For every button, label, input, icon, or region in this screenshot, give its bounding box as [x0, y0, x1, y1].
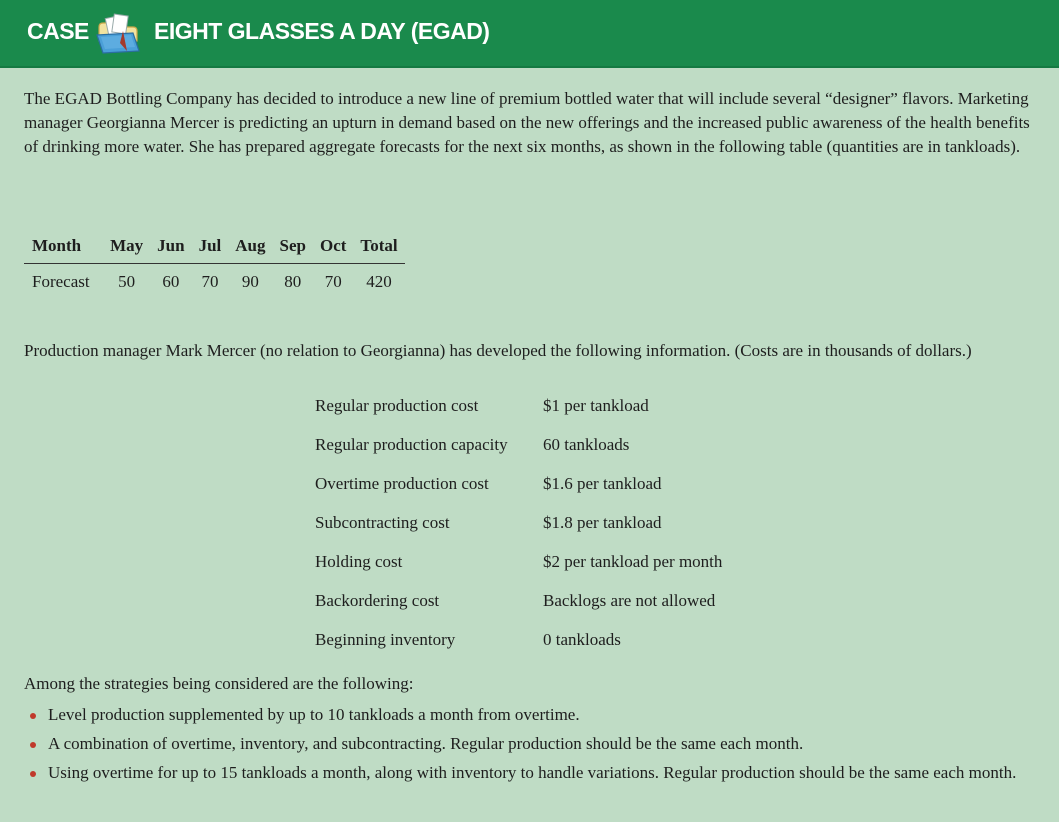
forecast-table: [24, 229, 405, 300]
info-label: Overtime production cost: [315, 474, 489, 493]
info-label: Regular production cost: [315, 396, 479, 415]
strategies-intro-paragraph: Among the strategies being considered are the following:: [24, 674, 414, 693]
list-item: [24, 732, 1034, 756]
bullet-icon: [30, 742, 36, 748]
intro-paragraph: The EGAD Bottling Company has decided to introduce a new line of premium bottled water that will include several “designer” flavors. Marketing manager Georgianna Mercer is predicting an upturn in demand based on the new offerings and the increased public awareness of the health benefits of drinking more water. She has prepared aggregate forecasts for the next six months, as shown in the following table (quantities are in tankloads).: [24, 89, 1030, 156]
table-cell: 80: [284, 272, 302, 291]
column-header: Aug: [228, 229, 272, 264]
column-header: Month: [24, 229, 103, 264]
column-header: Jul: [192, 229, 229, 264]
info-label: Subcontracting cost: [315, 513, 450, 532]
column-header: Jun: [150, 229, 191, 264]
table-row: [24, 264, 405, 301]
table-cell: Forecast: [32, 272, 90, 291]
column-header: Sep: [273, 229, 313, 264]
list-item-text: Using overtime for up to 15 tankloads a month, along with inventory to handle variations. Regular production should be the same each month.: [48, 763, 1017, 782]
table-cell: 70: [324, 272, 342, 291]
column-header: May: [103, 229, 150, 264]
column-header: Total: [353, 229, 404, 264]
table-cell: 50: [118, 272, 136, 291]
info-value: Backlogs are not allowed: [543, 591, 716, 610]
bullet-icon: [30, 713, 36, 719]
table-cell: 90: [241, 272, 259, 291]
strategies-list: [24, 703, 1034, 790]
bullet-icon: [30, 771, 36, 777]
production-intro-paragraph: Production manager Mark Mercer (no relation to Georgianna) has developed the following information. (Costs are in thousands of dollars.): [24, 341, 972, 360]
list-item-text: Level production supplemented by up to 10 tankloads a month from overtime.: [48, 705, 580, 724]
list-item-text: A combination of overtime, inventory, and subcontracting. Regular production should be the same each month.: [48, 734, 804, 753]
info-value: $2 per tankload per month: [543, 552, 723, 571]
table-cell: 70: [201, 272, 219, 291]
table-cell: 60: [162, 272, 180, 291]
info-value: 60 tankloads: [543, 435, 630, 454]
info-value: $1.8 per tankload: [543, 513, 662, 532]
column-header: Oct: [313, 229, 353, 264]
open-file-folder-icon: [93, 11, 143, 57]
info-label: Regular production capacity: [315, 435, 508, 454]
case-label: CASE: [27, 18, 89, 44]
case-header: [0, 0, 1059, 68]
info-label: Holding cost: [315, 552, 403, 571]
list-item: [24, 703, 1034, 727]
info-label: Backordering cost: [315, 591, 440, 610]
info-value: 0 tankloads: [543, 630, 621, 649]
info-value: $1 per tankload: [543, 396, 649, 415]
table-header-row: [24, 229, 405, 264]
info-label: Beginning inventory: [315, 630, 456, 649]
info-value: $1.6 per tankload: [543, 474, 662, 493]
list-item: [24, 761, 1034, 785]
table-cell: 420: [366, 272, 392, 291]
case-title: EIGHT GLASSES A DAY (EGAD): [154, 18, 490, 44]
